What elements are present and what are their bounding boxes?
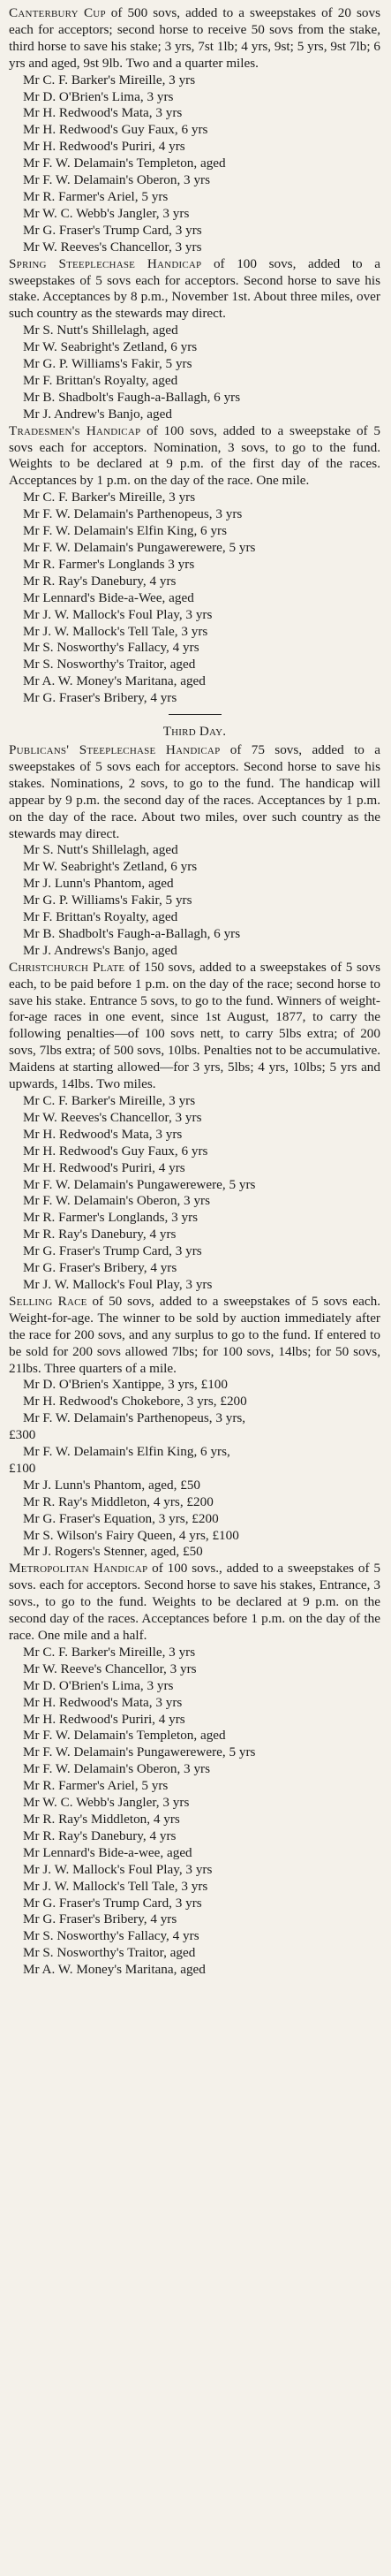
entry-line: Mr G. P. Williams's Fakir, 5 yrs — [23, 356, 192, 372]
race-title: Spring Steeplechase Handicap — [9, 255, 202, 271]
entry-line: Mr C. F. Barker's Mireille, 3 yrs — [23, 72, 196, 87]
entry-line: Mr F. W. Delamain's Oberon, 3 yrs — [23, 172, 211, 188]
entry-line: Mr G. Fraser's Trump Card, 3 yrs — [23, 222, 202, 238]
race-description — [9, 256, 380, 323]
entry-line: Mr J. W. Mallock's Foul Play, 3 yrs — [23, 606, 213, 622]
entry-line: Mr H. Redwood's Guy Faux, 6 yrs — [23, 1143, 208, 1159]
race-title: Tradesmen's Handicap — [9, 422, 141, 438]
race-title: Christchurch Plate — [9, 959, 125, 975]
entry-line: Mr W. Reeves's Chancellor, 3 yrs — [23, 239, 202, 255]
entry-line: Mr H. Redwood's Mata, 3 yrs — [23, 1694, 183, 1710]
entry-line: Mr F. W. Delamain's Oberon, 3 yrs — [23, 1193, 211, 1209]
entry-line: Mr S. Nutt's Shillelagh, aged — [23, 323, 178, 338]
entry-line: Mr J. Andrews's Banjo, aged — [23, 942, 177, 958]
entry-line: Mr F. W. Delamain's Templeton, aged — [23, 156, 226, 171]
entry-line: Mr R. Ray's Danebury, 4 yrs — [23, 573, 177, 589]
entry-line: Mr J. Lunn's Phantom, aged — [23, 876, 174, 892]
race-title: Selling Race — [9, 1293, 87, 1309]
entry-line: Mr R. Farmer's Ariel, 5 yrs — [23, 1778, 169, 1794]
entry-line: Mr R. Farmer's Ariel, 5 yrs — [23, 188, 169, 204]
section-divider — [169, 714, 222, 715]
entry-line: Mr S. Nutt's Shillelagh, aged — [23, 842, 178, 858]
entry-line: Mr D. O'Brien's Lima, 3 yrs — [23, 88, 174, 104]
entry-line: Mr R. Ray's Middleton, 4 yrs, £200 — [23, 1493, 214, 1509]
race-conditions: of 50 sovs, added to a sweepstakes of 5 sovs each. Weight-for-age. The winner to be sold by auction immediately after the race for 200 sovs, and any surplus to go to the fund. If entered to be sold for 200 sovs allowed 7lbs; for 100 sovs, 14lbs; for 50 sovs, 21lbs. Three quarters of a mile. — [9, 1293, 381, 1376]
entry-line: Mr H. Redwood's Guy Faux, 6 yrs — [23, 122, 208, 138]
race-description — [9, 742, 380, 842]
race-title: Metropolitan Handicap — [9, 1561, 148, 1577]
entry-line: Mr H. Redwood's Chokebore, 3 yrs, £200 — [23, 1394, 247, 1410]
entry-line: Mr D. O'Brien's Lima, 3 yrs — [23, 1677, 174, 1693]
entry-line: Mr F. Brittan's Royalty, aged — [23, 909, 178, 925]
entry-line: Mr J. Andrew's Banjo, aged — [23, 406, 172, 422]
entry-line: Mr Lennard's Bide-a-Wee, aged — [23, 589, 194, 605]
race-description — [9, 1561, 380, 1645]
race-conditions: of 75 sovs, added to a sweepstakes of 5 sovs each for acceptors. Second horse to save his stakes. Nominations, 2 sovs, to go to the fund. The handicap will appear by 9 p.m. the second day of the races. Acceptances by 1 p.m. on the day of the race. About two miles, over such country as the stewards may direct. — [9, 741, 380, 841]
entry-line: Mr F. W. Delamain's Parthenopeus, 3 yrs — [23, 506, 243, 522]
entry-line: Mr F. Brittan's Royalty, aged — [23, 372, 178, 388]
entry-line: Mr F. W. Delamain's Templeton, aged — [23, 1728, 226, 1744]
entry-line: Mr A. W. Money's Maritana, aged — [23, 673, 206, 689]
entry-line: Mr R. Farmer's Longlands 3 yrs — [23, 556, 195, 572]
entry-line: Mr J. Rogers's Stenner, aged, £50 — [23, 1544, 203, 1560]
entry-line: Mr W. C. Webb's Jangler, 3 yrs — [23, 1795, 190, 1811]
entry-line: Mr F. W. Delamain's Elfin King, 6 yrs — [23, 523, 228, 539]
entry-line: Mr C. F. Barker's Mireille, 3 yrs — [23, 490, 196, 505]
race-description — [9, 1294, 380, 1378]
entry-line: Mr W. Seabright's Zetland, 6 yrs — [23, 339, 198, 355]
entry-line: Mr D. O'Brien's Xantippe, 3 yrs, £100 — [23, 1377, 228, 1393]
continued-line: £300 — [9, 1427, 36, 1443]
entry-line: Mr H. Redwood's Puriri, 4 yrs — [23, 139, 185, 155]
entry-line: Mr G. Fraser's Equation, 3 yrs, £200 — [23, 1510, 219, 1526]
entry-line: Mr R. Ray's Middleton, 4 yrs — [23, 1811, 180, 1827]
race-conditions: of 100 sovs, added to a sweepstake of 5 sovs each for acceptors. Nomination, 3 sovs, to go to the fund. Weights to be declared at 9 p.m. of the first day of the races. Acceptances by 1 p.m. on the day of the race. One mile. — [9, 422, 381, 489]
entry-line: Mr B. Shadbolt's Faugh-a-Ballagh, 6 yrs — [23, 925, 241, 941]
entry-line: Mr S. Nosworthy's Fallacy, 4 yrs — [23, 640, 199, 656]
entry-line: Mr W. Reeves's Chancellor, 3 yrs — [23, 1109, 202, 1125]
entry-line: Mr F. W. Delamain's Parthenopeus, 3 yrs, — [23, 1410, 246, 1426]
entry-line: Mr F. W. Delamain's Elfin King, 6 yrs, — [23, 1444, 230, 1460]
entry-line: Mr S. Wilson's Fairy Queen, 4 yrs, £100 — [23, 1527, 239, 1543]
race-description — [9, 423, 380, 490]
entry-line: Mr R. Farmer's Longlands, 3 yrs — [23, 1210, 199, 1226]
entry-line: Mr F. W. Delamain's Pungawerewere, 5 yrs — [23, 540, 256, 555]
race-title: Canterbury Cup — [9, 5, 106, 20]
race-title: Publicans' Steeplechase Handicap — [9, 741, 221, 757]
entry-line: Mr G. Fraser's Trump Card, 3 yrs — [23, 1243, 202, 1259]
entry-line: Mr F. W. Delamain's Oberon, 3 yrs — [23, 1761, 211, 1777]
entry-line: Mr W. Seabright's Zetland, 6 yrs — [23, 859, 198, 875]
entry-line: Mr G. Fraser's Bribery, 4 yrs — [23, 1260, 177, 1276]
race-conditions: of 500 sovs, added to a sweepstakes of 20 sovs each for acceptors; second horse to receive 50 sovs from the stake, third horse to save his stake; 3 yrs, 7st 1lb; 4 yrs, 9st; 5 yrs, 9st 7lb; 6 yrs and aged, 9st 9lb. Two and a quarter miles. — [9, 5, 380, 71]
entry-line: Mr R. Ray's Danebury, 4 yrs — [23, 1227, 177, 1242]
entry-line: Mr J. W. Mallock's Foul Play, 3 yrs — [23, 1861, 213, 1877]
entry-line: Mr R. Ray's Danebury, 4 yrs — [23, 1828, 177, 1843]
race-description — [9, 5, 380, 72]
race-conditions: of 100 sovs., added to a sweepstakes of 5 sovs. each for acceptors. Second horse to save his stakes, Entrance, 3 sovs., to go to the fund. Weights to be declared at 9 p.m. on the second day of the races. Acceptances before 1 p.m. on the day of the race. One mile and a half. — [9, 1561, 380, 1643]
entry-line: Mr H. Redwood's Mata, 3 yrs — [23, 1126, 183, 1142]
entry-line: Mr J. W. Mallock's Tell Tale, 3 yrs — [23, 623, 208, 639]
entry-line: Mr G. Fraser's Bribery, 4 yrs — [23, 690, 177, 706]
entry-line: Mr H. Redwood's Puriri, 4 yrs — [23, 1159, 185, 1175]
entry-line: Mr S. Nosworthy's Traitor, aged — [23, 1945, 196, 1961]
entry-line: Mr H. Redwood's Mata, 3 yrs — [23, 105, 183, 121]
entry-line: Mr H. Redwood's Puriri, 4 yrs — [23, 1711, 185, 1727]
entry-line: Mr J. W. Mallock's Foul Play, 3 yrs — [23, 1276, 213, 1292]
entry-line: Mr J. Lunn's Phantom, aged, £50 — [23, 1477, 201, 1493]
entry-line: Mr G. Fraser's Trump Card, 3 yrs — [23, 1895, 202, 1911]
race-conditions: of 150 sovs, added to a sweepstakes of 5 sovs each, to be paid before 1 p.m. on the day of the race; second horse to save his stake. Entrance 5 sovs, to go to the fund. Winners of weight-for-age races in one event, since 1st August, 1877, to carry the following penalties—of 100 sovs nett, to carry 5lbs extra; of 200 sovs, 7lbs extra; of 500 sovs, 10lbs. Penalties not to be accumulative. Maidens at starting allowed—for 3 yrs, 5lbs; 4 yrs, 10lbs; 5 yrs and upwards, 14lbs. Two miles. — [9, 959, 380, 1092]
entry-line: Mr S. Nosworthy's Traitor, aged — [23, 657, 196, 672]
entry-line: Mr B. Shadbolt's Faugh-a-Ballagh, 6 yrs — [23, 389, 241, 405]
day-heading: Third Day. — [162, 724, 227, 740]
race-description — [9, 960, 380, 1093]
entry-line: Mr G. P. Williams's Fakir, 5 yrs — [23, 893, 192, 908]
entry-line: Mr A. W. Money's Maritana, aged — [23, 1962, 206, 1978]
entry-line: Mr C. F. Barker's Mireille, 3 yrs — [23, 1644, 196, 1660]
continued-line: £100 — [9, 1460, 36, 1476]
entry-line: Mr C. F. Barker's Mireille, 3 yrs — [23, 1093, 196, 1108]
entry-line: Mr G. Fraser's Bribery, 4 yrs — [23, 1911, 177, 1927]
race-conditions: of 100 sovs, added to a sweepstakes of 5 sovs each for acceptors. Second horse to save his stake. Acceptances by 8 p.m., November 1st. About three miles, over such country as the stewards may direct. — [9, 255, 380, 322]
entry-line: Mr Lennard's Bide-a-wee, aged — [23, 1844, 192, 1860]
entry-line: Mr F. W. Delamain's Pungawerewere, 5 yrs — [23, 1744, 256, 1760]
entry-line: Mr F. W. Delamain's Pungawerewere, 5 yrs — [23, 1176, 256, 1192]
entry-line: Mr J. W. Mallock's Tell Tale, 3 yrs — [23, 1878, 208, 1894]
entry-line: Mr W. C. Webb's Jangler, 3 yrs — [23, 205, 190, 221]
entry-line: Mr S. Nosworthy's Fallacy, 4 yrs — [23, 1928, 199, 1944]
entry-line: Mr W. Reeve's Chancellor, 3 yrs — [23, 1660, 197, 1676]
